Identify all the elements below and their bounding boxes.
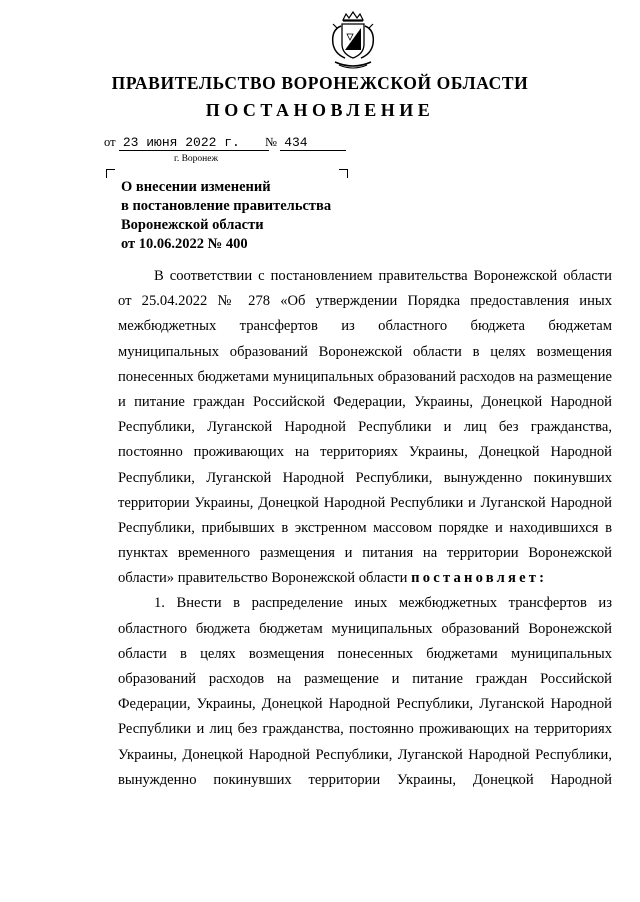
subject-corner-left (106, 169, 115, 178)
subject-line: в постановление правительства (121, 198, 332, 214)
body-line: территории Украины, Донецкой Народной Республики и Луганской Народной (118, 494, 612, 511)
body-line: Республики, Луганской Народной Республики и лиц без гражданства, (118, 419, 612, 436)
subject-block (121, 178, 331, 254)
item-1-line: вынужденно покинувших территории Украины, Донецкой Народной (118, 771, 612, 788)
subject-line: Воронежской области (121, 217, 264, 233)
body-line: Республики, Луганской Народной Республики, вынужденно покинувших (118, 469, 612, 486)
body-line: В соответствии с постановлением правительства Воронежской области (154, 268, 612, 284)
government-title: ПРАВИТЕЛЬСТВО ВОРОНЕЖСКОЙ ОБЛАСТИ (111, 73, 529, 93)
preamble-closing: области» правительство Воронежской области (118, 570, 408, 587)
body-line: от 25.04.2022 № 278 «Об утверждении Порядка предоставления иных (118, 293, 612, 310)
subject-line: от 10.06.2022 № 400 (121, 236, 248, 252)
body-line: Республики, прибывших в экстренном массовом порядке и находившихся в (118, 519, 612, 536)
item-1-line: областного бюджета бюджетам муниципальных образований Воронежской (118, 620, 612, 637)
item-1-line: 1. Внести в распределение иных межбюджетных трансфертов из (154, 595, 612, 612)
number-value: 434 (280, 135, 346, 151)
body-line: муниципальных образований Воронежской области в целях возмещения (118, 343, 612, 360)
body-line: межбюджетных трансфертов из областного бюджета бюджетам (118, 318, 612, 335)
resolves-word: постановляет: (411, 570, 548, 587)
body-line: понесенных бюджетами муниципальных образований расходов на размещение (118, 368, 612, 385)
subject-line: О внесении изменений (121, 179, 271, 195)
item-1-line: Федерации, Украины, Донецкой Народной Республики, Луганской Народной (118, 696, 612, 713)
date-value: 23 июня 2022 г. (119, 135, 269, 151)
number-prefix: № (265, 135, 277, 149)
date-prefix: от (104, 135, 116, 149)
body-line: пунктах временного размещения и питания на территории Воронежской (118, 545, 612, 562)
document-type-title: ПОСТАНОВЛЕНИЕ (205, 100, 435, 120)
subject-corner-right (339, 169, 348, 178)
item-1-line: Республики и лиц без гражданства, постоянно проживающих на территориях (118, 721, 612, 738)
document-number (265, 134, 346, 151)
body-line: постоянно проживающих на территориях Украины, Донецкой Народной (118, 444, 612, 461)
body-text (118, 264, 612, 793)
body-line-last (118, 566, 612, 591)
item-1-line: области в целях возмещения понесенных бюджетами муниципальных (118, 645, 612, 662)
document-date (104, 134, 269, 151)
coat-of-arms-icon (325, 10, 381, 72)
body-line: и питание граждан Российской Федерации, Украины, Донецкой Народной (118, 393, 612, 410)
city-label: г. Воронеж (174, 154, 219, 164)
item-1-line: Украины, Донецкой Народной Республики, Луганской Народной Республики, (118, 746, 612, 763)
item-1-line: образований расходов на размещение и питание граждан Российской (118, 671, 612, 687)
